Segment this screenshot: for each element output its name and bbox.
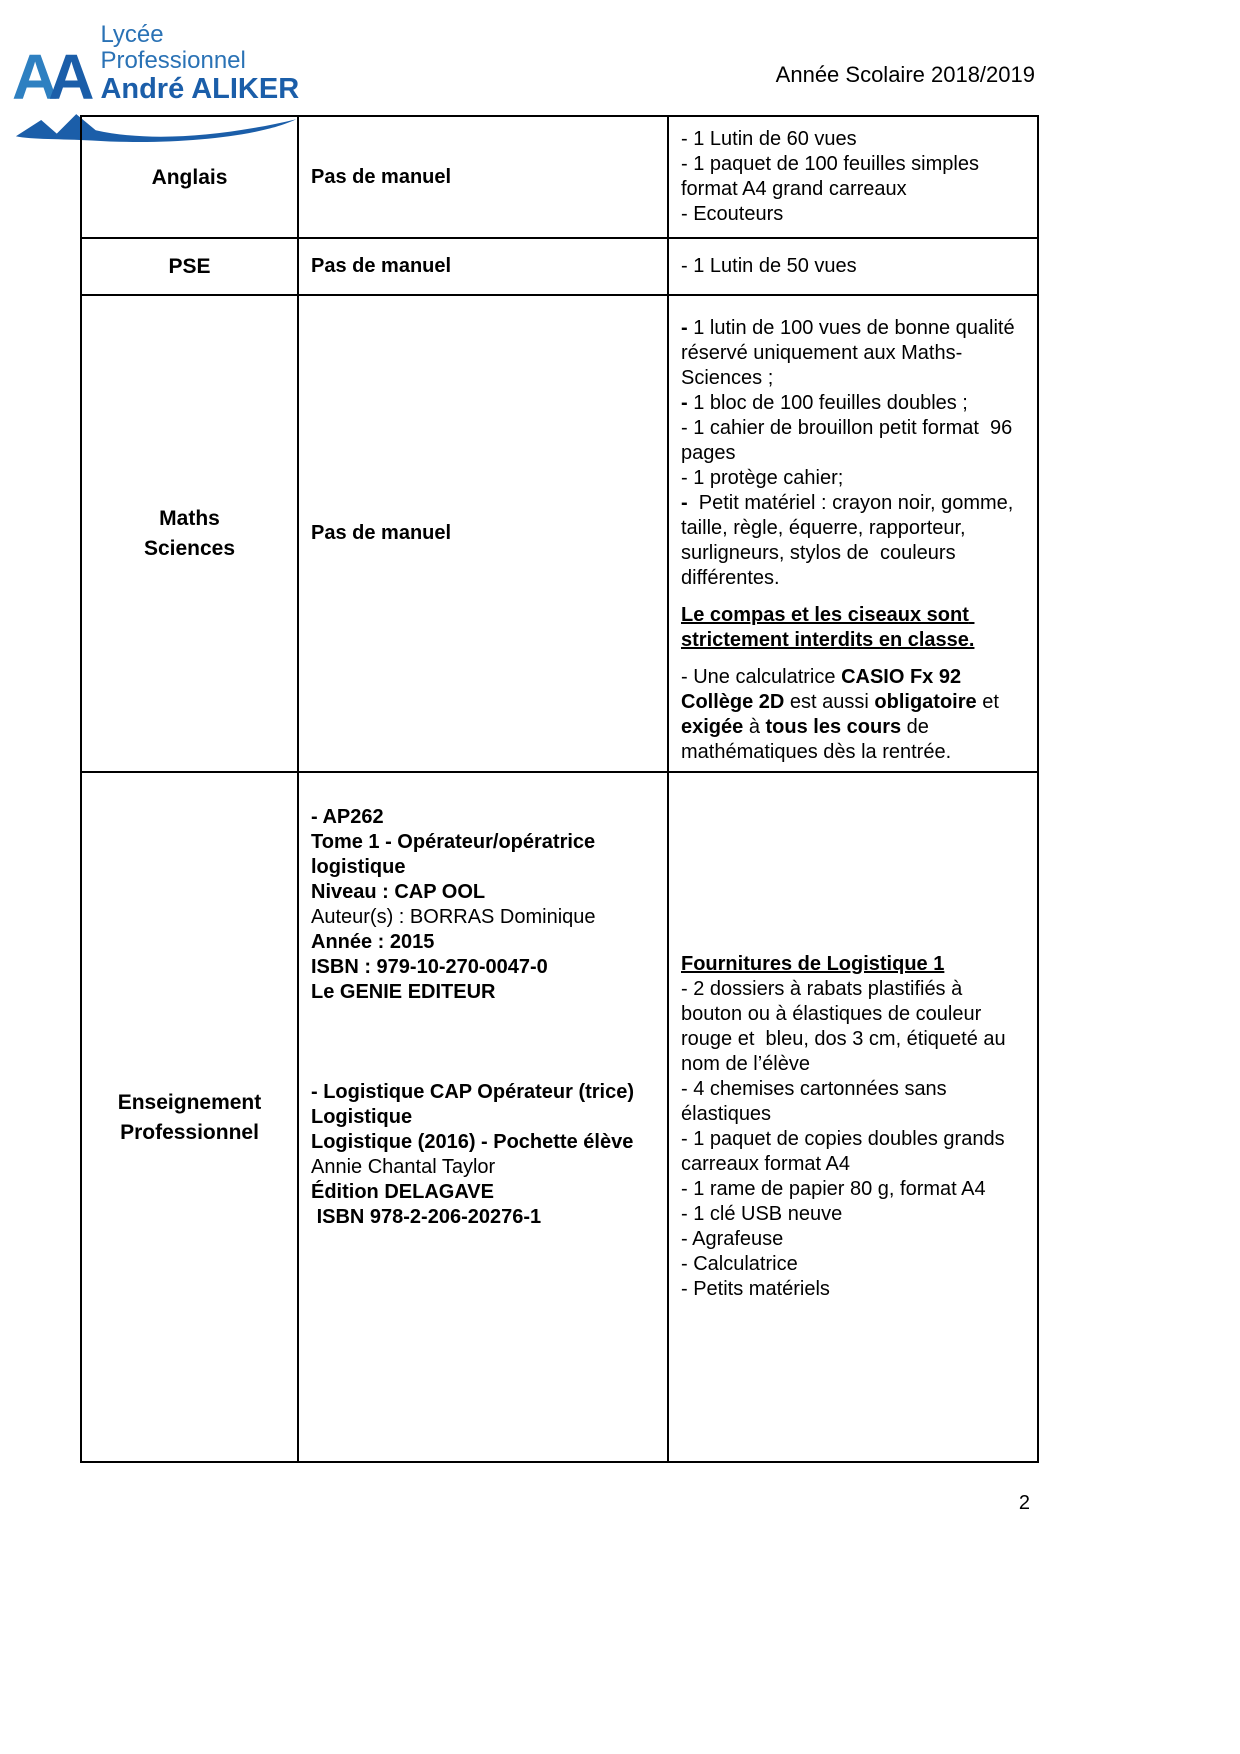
supplies-maths-sciences-line <box>681 416 1025 466</box>
manual-enseignement-professionnel-line <box>311 1130 655 1155</box>
supplies-maths-sciences-text: 1 lutin de 100 vues de bonne qualité réservé uniquement aux Maths-Sciences ; <box>681 317 1021 389</box>
supplies-anglais-line <box>681 152 1025 202</box>
supplies-maths-sciences-text: exigée <box>681 716 744 738</box>
supplies-cell-maths-sciences <box>668 295 1038 772</box>
manual-enseignement-professionnel-text: - Logistique CAP Opérateur (trice) Logistique <box>311 1081 640 1128</box>
supplies-maths-sciences-text: à <box>743 716 766 738</box>
manual-cell-enseignement-professionnel <box>298 772 668 1462</box>
logo-lockup <box>12 21 312 113</box>
manual-enseignement-professionnel-text: Année : 2015 <box>311 931 435 953</box>
manual-enseignement-professionnel-line <box>311 980 655 1005</box>
manual-cell-anglais <box>298 116 668 238</box>
manual-enseignement-professionnel-line <box>311 930 655 955</box>
subject-cell-anglais <box>81 116 298 238</box>
subject-cell-enseignement-professionnel <box>81 772 298 1462</box>
supplies-maths-sciences-text: tous les cours <box>765 716 902 738</box>
supplies-enseignement-professionnel-text: - 2 dossiers à rabats plastifiés à bouton ou à élastiques de couleur rouge et bleu, dos 3 cm, étiqueté au nom de l’élève <box>681 978 1012 1075</box>
manual-enseignement-professionnel-text: Logistique (2016) - Pochette élève <box>311 1131 634 1153</box>
logo-letter-a2: A <box>48 41 85 113</box>
supplies-enseignement-professionnel-text: - Petits matériels <box>681 1278 830 1300</box>
manual-enseignement-professionnel-text: Niveau : CAP OOL <box>311 881 486 903</box>
supplies-maths-sciences-line <box>681 491 1025 591</box>
manual-enseignement-professionnel-line <box>311 1080 655 1130</box>
supplies-enseignement-professionnel-text: Fournitures de Logistique 1 <box>681 953 945 975</box>
manual-enseignement-professionnel-line <box>311 830 655 880</box>
supplies-enseignement-professionnel-text: - 1 rame de papier 80 g, format A4 <box>681 1178 986 1200</box>
subject-cell-pse <box>81 238 298 295</box>
manual-enseignement-professionnel-text: Annie Chantal Taylor <box>311 1156 496 1178</box>
manual-enseignement-professionnel-line <box>311 880 655 905</box>
logo-monogram <box>12 41 100 113</box>
supplies-maths-sciences-text: obligatoire <box>874 691 977 713</box>
supplies-pse-text: - 1 Lutin de 50 vues <box>681 255 857 277</box>
manual-enseignement-professionnel-text: Le GENIE EDITEUR <box>311 981 496 1003</box>
subject-label: Sciences <box>143 537 236 560</box>
logo-school-type: Lycée Professionnel <box>100 21 246 74</box>
manual-enseignement-professionnel-line <box>311 1180 655 1205</box>
supplies-maths-sciences-text: - <box>681 492 688 514</box>
manual-enseignement-professionnel-text: ISBN : 979-10-270-0047-0 <box>311 956 548 978</box>
supplies-maths-sciences-text: - 1 cahier de brouillon petit format 96 pages <box>681 417 1018 464</box>
manual-enseignement-professionnel-line <box>311 1155 655 1180</box>
manual-enseignement-professionnel-line <box>311 1005 655 1080</box>
supplies-maths-sciences-text: de mathématiques dès la rentrée. <box>681 716 952 763</box>
subject-label: Enseignement <box>117 1090 262 1114</box>
manual-anglais-text: Pas de manuel <box>311 165 452 188</box>
supplies-anglais-text: - 1 paquet de 100 feuilles simples format A4 grand carreaux <box>681 153 985 200</box>
supplies-enseignement-professionnel-line <box>681 1177 1025 1202</box>
supplies-enseignement-professionnel-text: - Calculatrice <box>681 1253 798 1275</box>
manual-cell-pse <box>298 238 668 295</box>
supplies-maths-sciences-line <box>681 391 1025 416</box>
subject-label: Professionnel <box>120 1120 259 1144</box>
supplies-enseignement-professionnel-text: - Agrafeuse <box>681 1228 784 1250</box>
supplies-enseignement-professionnel-line <box>681 1202 1025 1227</box>
supplies-enseignement-professionnel-line <box>681 1252 1025 1277</box>
logo-school-name: André ALIKER <box>100 73 300 105</box>
supplies-enseignement-professionnel-line <box>681 1277 1025 1302</box>
supplies-anglais-line <box>681 127 1025 152</box>
table-row-pse <box>81 238 1038 295</box>
manual-cell-maths-sciences <box>298 295 668 772</box>
supplies-anglais-line <box>681 202 1025 227</box>
supplies-maths-sciences-text: et <box>976 691 1005 713</box>
table-row-anglais <box>81 116 1038 238</box>
supplies-maths-sciences-text: Le compas et les ciseaux sont strictement interdits en classe. <box>681 604 975 651</box>
page-number: 2 <box>1018 1492 1030 1514</box>
supplies-maths-sciences-text: Petit matériel : crayon noir, gomme, taille, règle, équerre, rapporteur, surligneurs, stylos de couleurs différentes. <box>681 492 1019 589</box>
manual-anglais-line <box>311 165 655 190</box>
supply-table-body <box>81 116 1038 1462</box>
supplies-enseignement-professionnel-text: - 1 clé USB neuve <box>681 1203 843 1225</box>
table-row-enseignement-professionnel <box>81 772 1038 1462</box>
manual-enseignement-professionnel-text: Tome 1 - Opérateur/opératrice logistique <box>311 831 601 878</box>
supplies-enseignement-professionnel-line <box>681 1227 1025 1252</box>
table-row-maths-sciences <box>81 295 1038 772</box>
supplies-cell-anglais <box>668 116 1038 238</box>
supplies-enseignement-professionnel-text: - 1 paquet de copies doubles grands carreaux format A4 <box>681 1128 1011 1175</box>
supplies-table <box>80 115 1039 1463</box>
supplies-enseignement-professionnel-text: - 4 chemises cartonnées sans élastiques <box>681 1078 953 1125</box>
manual-enseignement-professionnel-line <box>311 805 655 830</box>
logo-letter-a1: A <box>12 41 49 113</box>
supplies-maths-sciences-line <box>681 316 1025 391</box>
supplies-anglais-text: - Ecouteurs <box>681 203 784 225</box>
supplies-maths-sciences-line <box>681 665 1025 765</box>
supplies-maths-sciences-text: - <box>681 392 688 414</box>
supplies-maths-sciences-text: - <box>681 317 688 339</box>
supplies-enseignement-professionnel-line <box>681 952 1025 977</box>
supplies-cell-pse <box>668 238 1038 295</box>
manual-enseignement-professionnel-text: Édition DELAGAVE <box>311 1181 494 1203</box>
manual-enseignement-professionnel-text: Auteur(s) : BORRAS Dominique <box>311 906 596 928</box>
supplies-enseignement-professionnel-line <box>681 1077 1025 1127</box>
supplies-pse-line <box>681 254 1025 279</box>
supplies-enseignement-professionnel-line <box>681 977 1025 1077</box>
manual-enseignement-professionnel-text: ISBN 978-2-206-20276-1 <box>311 1206 542 1228</box>
manual-enseignement-professionnel-text: - AP262 <box>311 806 384 828</box>
manual-enseignement-professionnel-line <box>311 955 655 980</box>
supplies-maths-sciences-line <box>681 603 1025 653</box>
supplies-anglais-text: - 1 Lutin de 60 vues <box>681 128 857 150</box>
manual-maths-sciences-line <box>311 521 655 546</box>
supplies-maths-sciences-text: est aussi <box>784 691 875 713</box>
subject-label: Maths <box>159 507 220 530</box>
manual-maths-sciences-text: Pas de manuel <box>311 522 452 544</box>
supplies-maths-sciences-text: 1 bloc de 100 feuilles doubles ; <box>687 392 968 414</box>
manual-pse-line <box>311 254 655 279</box>
manual-pse-text: Pas de manuel <box>311 255 452 277</box>
manual-enseignement-professionnel-line <box>311 905 655 930</box>
subject-label: PSE <box>168 255 211 278</box>
supplies-maths-sciences-text: - 1 protège cahier; <box>681 467 844 489</box>
logo-text <box>100 22 312 107</box>
subject-cell-maths-sciences <box>81 295 298 772</box>
supplies-maths-sciences-text: CASIO Fx 92 Collège 2D <box>681 666 967 713</box>
supplies-enseignement-professionnel-line <box>681 1127 1025 1177</box>
supplies-maths-sciences-line <box>681 466 1025 491</box>
supplies-cell-enseignement-professionnel <box>668 772 1038 1462</box>
school-year: Année Scolaire 2018/2019 <box>775 62 1035 87</box>
subject-label: Anglais <box>151 165 228 189</box>
supplies-maths-sciences-text: - Une calculatrice <box>681 666 842 688</box>
manual-enseignement-professionnel-line <box>311 1205 655 1230</box>
